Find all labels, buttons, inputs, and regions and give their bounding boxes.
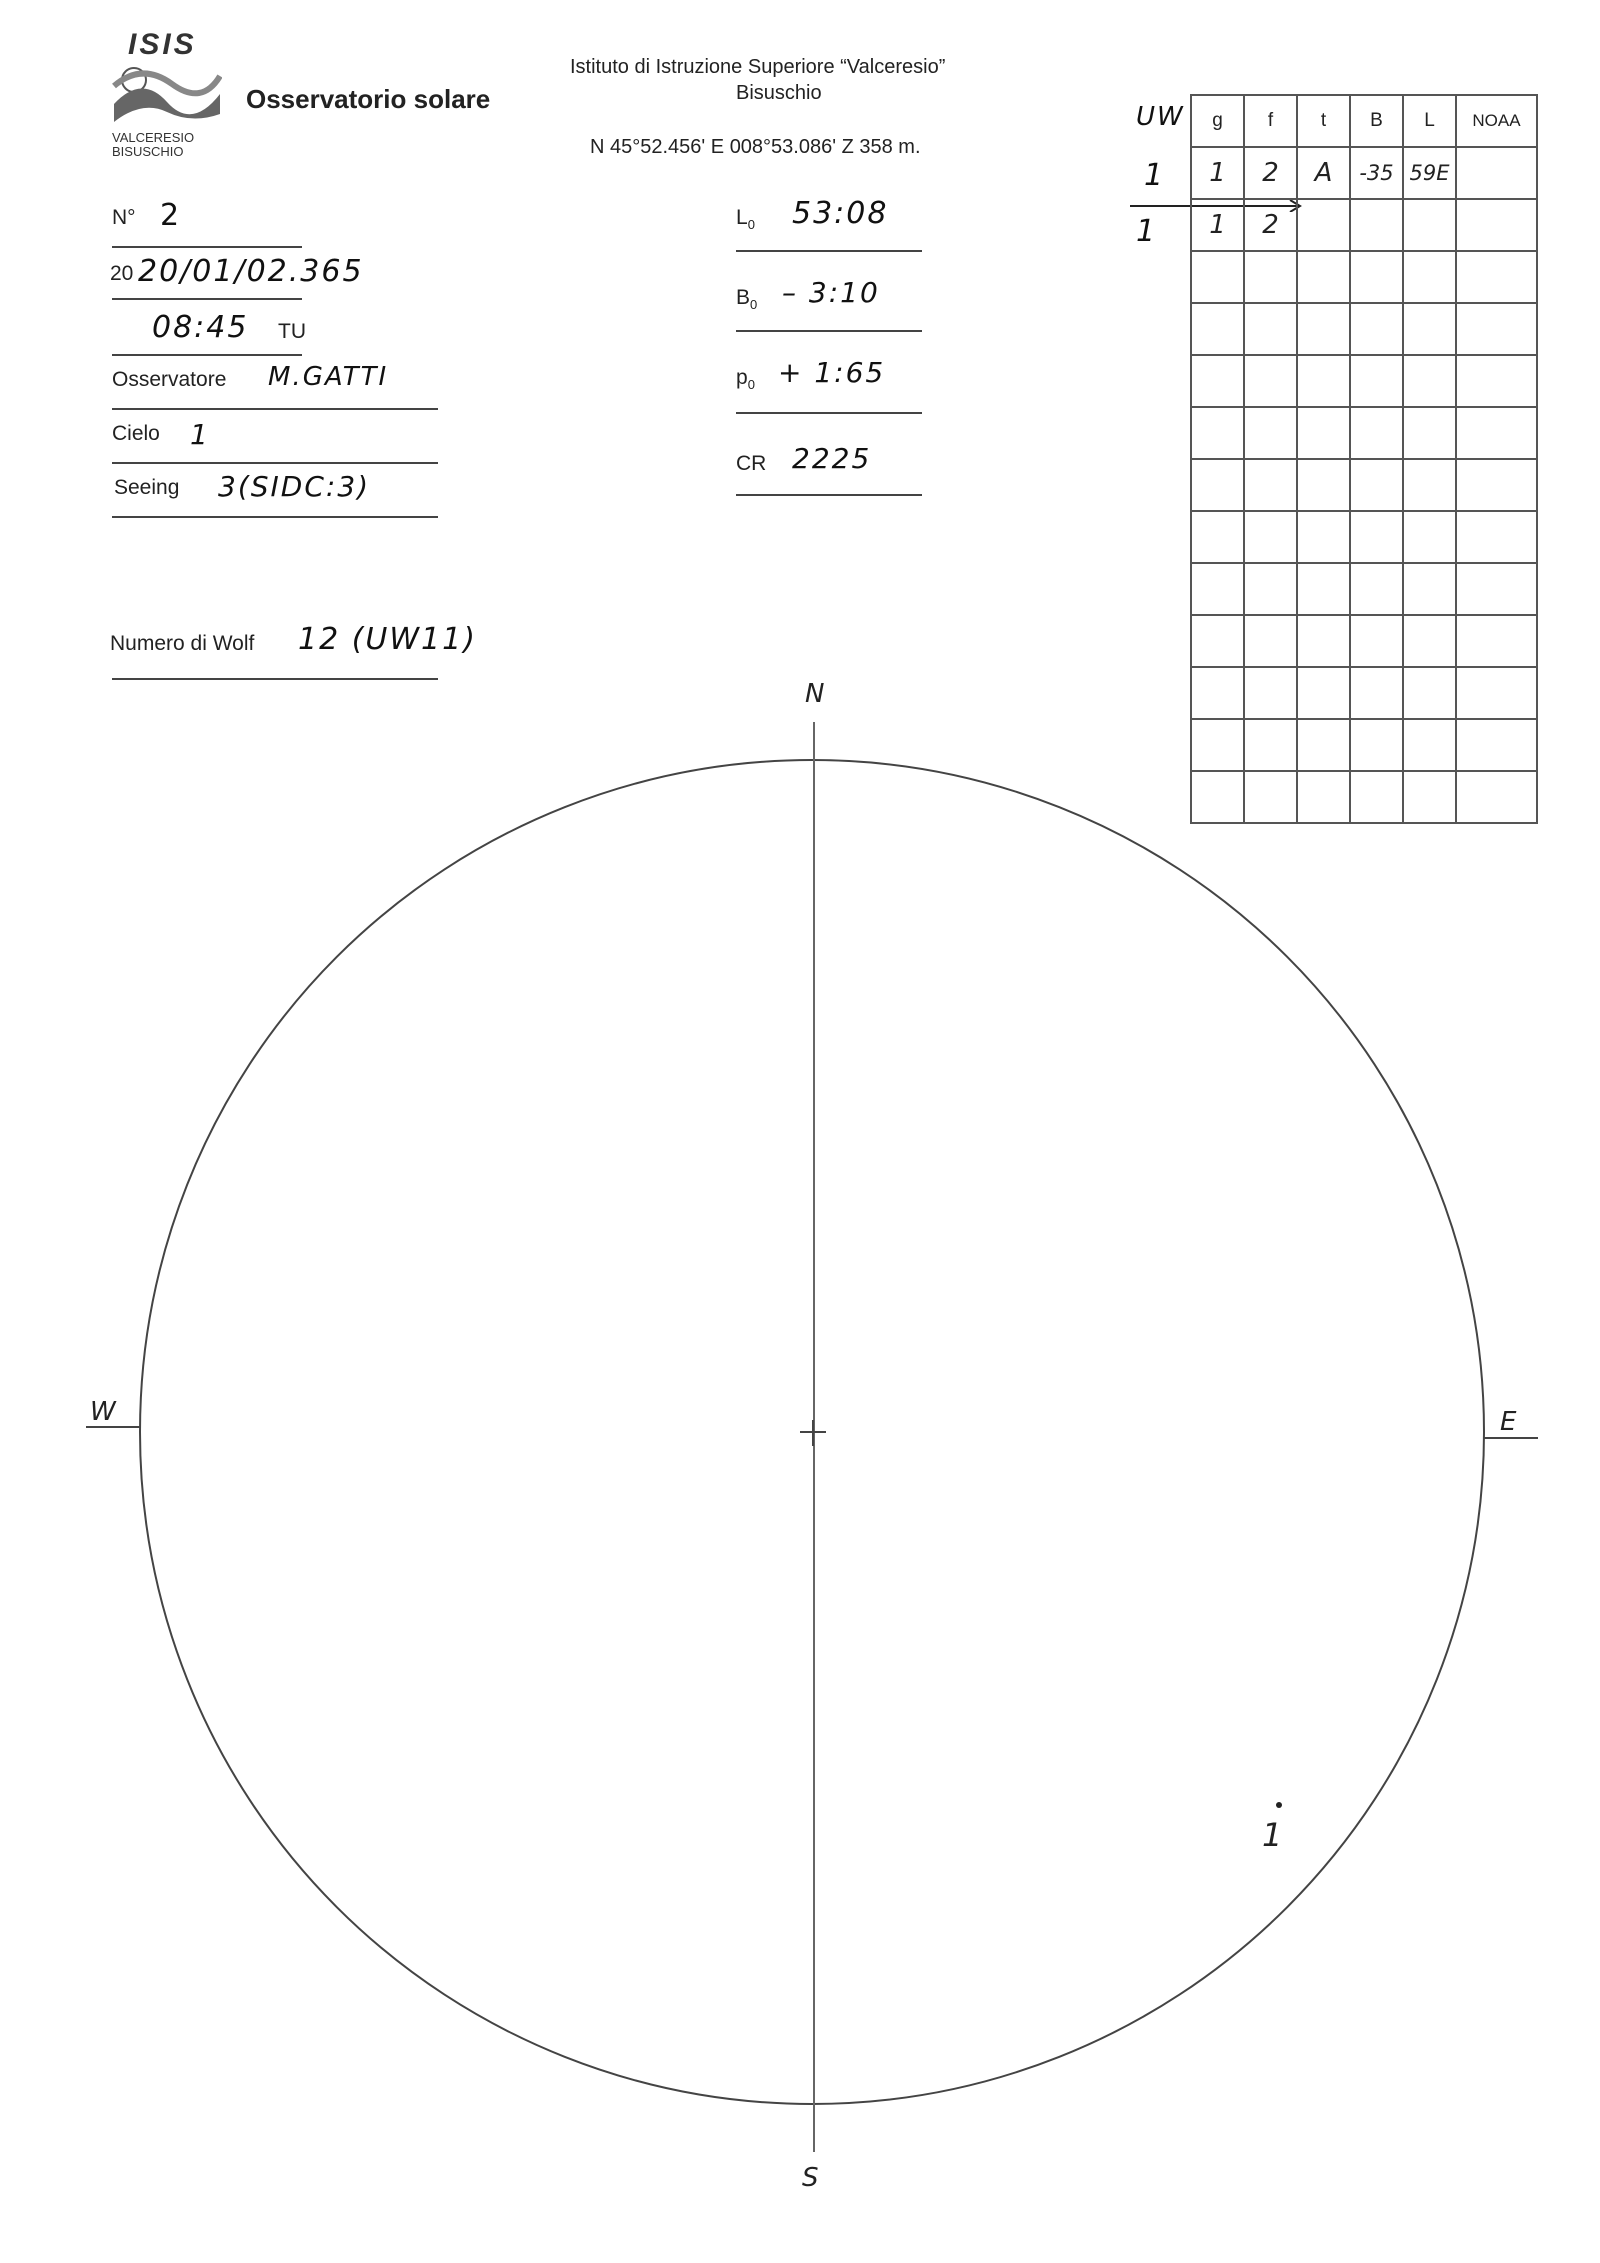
b0-label: B bbox=[736, 286, 751, 309]
date-value: 20/01/02.365 bbox=[138, 254, 364, 289]
row1-f: 2 bbox=[1244, 147, 1297, 199]
row2-uw: 1 bbox=[1136, 214, 1158, 249]
row1-l: 59E bbox=[1403, 147, 1456, 199]
seeing-label: Seeing bbox=[114, 476, 180, 499]
time-unit: TU bbox=[278, 320, 306, 343]
header-t: t bbox=[1297, 95, 1350, 147]
row1-uw: 1 bbox=[1144, 158, 1166, 193]
institute-name: Istituto di Istruzione Superiore “Valceresio” bbox=[570, 56, 946, 78]
table-header-uw: UW bbox=[1136, 102, 1185, 132]
time-value: 08:45 bbox=[152, 310, 249, 345]
header-f: f bbox=[1244, 95, 1297, 147]
institute-town: Bisuschio bbox=[736, 82, 822, 104]
wolf-number-value: 12 (UW11) bbox=[298, 622, 477, 657]
number-label: N° bbox=[112, 206, 136, 229]
logo-isis-text: ISIS bbox=[128, 28, 197, 61]
sky-value: 1 bbox=[190, 418, 210, 451]
seeing-value: 3(SIDC:3) bbox=[218, 470, 371, 503]
row1-g: 1 bbox=[1191, 147, 1244, 199]
l0-label: L bbox=[736, 206, 748, 229]
east-label: E bbox=[1500, 1407, 1517, 1437]
group-label: 1 bbox=[1262, 1816, 1283, 1854]
number-value: 2 bbox=[160, 198, 182, 233]
row2-g: 1 bbox=[1191, 199, 1244, 251]
p0-value: + 1:65 bbox=[778, 356, 886, 389]
wolf-number-label: Numero di Wolf bbox=[110, 632, 255, 655]
l0-value: 53:08 bbox=[792, 196, 889, 231]
row1-b: -35 bbox=[1350, 147, 1403, 199]
sky-label: Cielo bbox=[112, 422, 160, 445]
date-prefix: 20 bbox=[110, 262, 134, 285]
p0-label: p bbox=[736, 366, 748, 389]
header-noaa: NOAA bbox=[1456, 95, 1537, 147]
row1-t: A bbox=[1297, 147, 1350, 199]
observer-value: M.GATTI bbox=[268, 362, 389, 392]
observatory-coordinates: N 45°52.456' E 008°53.086' Z 358 m. bbox=[590, 136, 921, 158]
row2-f: 2 bbox=[1244, 199, 1297, 251]
observer-label: Osservatore bbox=[112, 368, 227, 391]
header-g: g bbox=[1191, 95, 1244, 147]
page-title: Osservatorio solare bbox=[246, 84, 491, 114]
north-label: N bbox=[805, 679, 825, 709]
header-l: L bbox=[1403, 95, 1456, 147]
west-label: W bbox=[90, 1397, 116, 1427]
south-label: S bbox=[802, 2163, 819, 2193]
cr-value: 2225 bbox=[792, 442, 872, 475]
logo-subtitle-1: VALCERESIO bbox=[112, 130, 195, 145]
sunspot bbox=[1276, 1802, 1282, 1808]
b0-value: – 3:10 bbox=[782, 276, 880, 309]
header-b: B bbox=[1350, 95, 1403, 147]
cr-label: CR bbox=[736, 452, 767, 475]
logo-subtitle-2: BISUSCHIO bbox=[112, 144, 184, 159]
